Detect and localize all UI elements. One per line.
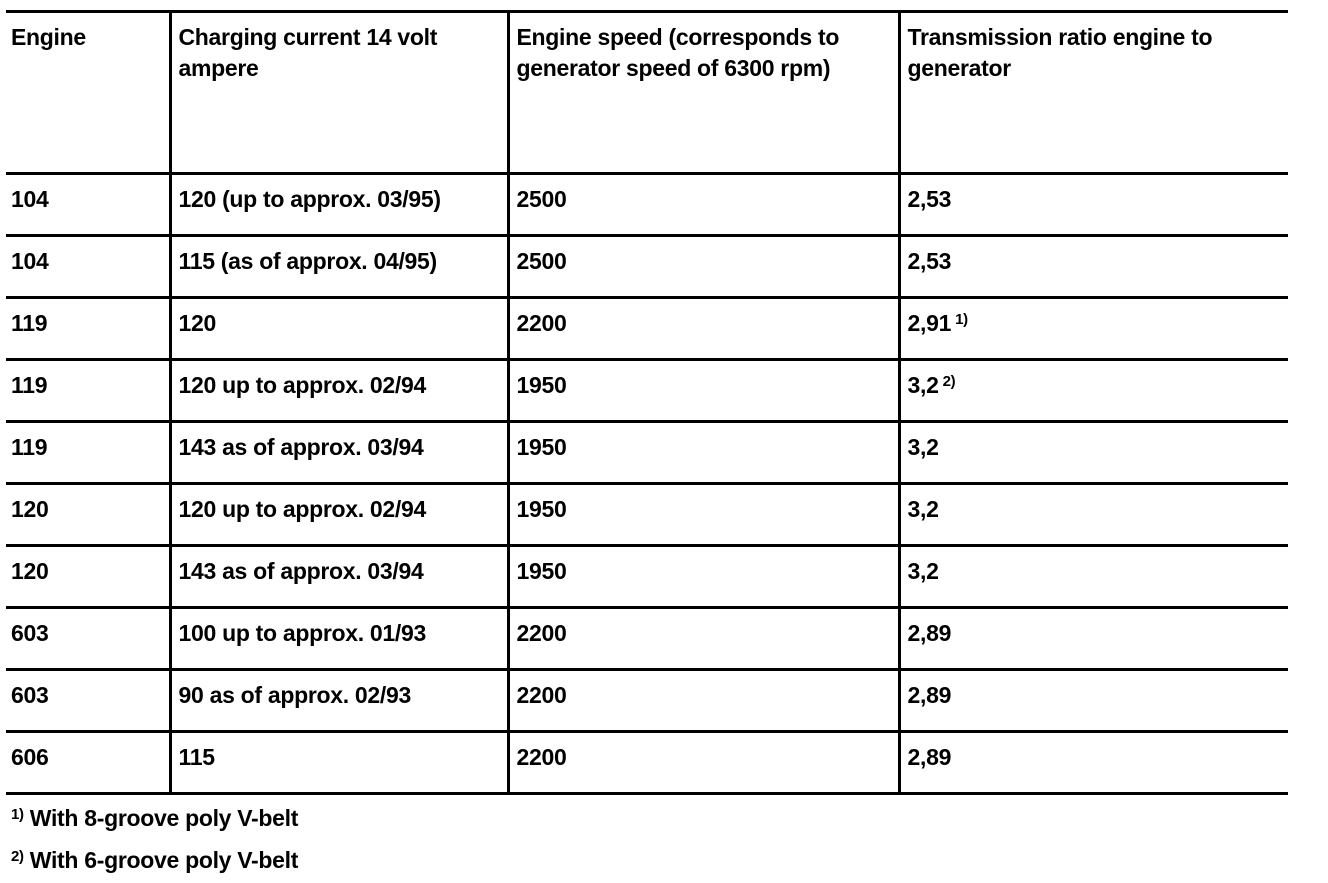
header-transmission-ratio: Transmission ratio engine to generator xyxy=(899,12,1288,174)
cell-charging-current: 120 up to approx. 02/94 xyxy=(170,360,508,422)
ratio-value: 3,2 xyxy=(907,372,939,398)
ratio-value: 2,53 xyxy=(907,248,952,274)
cell-engine-speed: 2500 xyxy=(508,174,899,236)
cell-engine: 104 xyxy=(6,236,170,298)
header-engine-speed: Engine speed (corresponds to generator speed of 6300 rpm) xyxy=(508,12,899,174)
ratio-value: 2,89 xyxy=(907,744,952,770)
cell-engine-speed: 2200 xyxy=(508,670,899,732)
table-row xyxy=(6,670,1288,732)
cell-charging-current: 120 up to approx. 02/94 xyxy=(170,484,508,546)
cell-charging-current: 100 up to approx. 01/93 xyxy=(170,608,508,670)
cell-engine: 120 xyxy=(6,546,170,608)
cell-engine-speed: 1950 xyxy=(508,422,899,484)
table-body xyxy=(6,174,1288,794)
cell-transmission-ratio xyxy=(899,174,1288,236)
cell-transmission-ratio xyxy=(899,422,1288,484)
cell-engine: 120 xyxy=(6,484,170,546)
table-row xyxy=(6,546,1288,608)
cell-engine: 603 xyxy=(6,670,170,732)
table-row xyxy=(6,236,1288,298)
cell-engine: 119 xyxy=(6,298,170,360)
cell-engine-speed: 1950 xyxy=(508,484,899,546)
cell-charging-current: 143 as of approx. 03/94 xyxy=(170,546,508,608)
cell-transmission-ratio xyxy=(899,484,1288,546)
header-charging-current: Charging current 14 volt ampere xyxy=(170,12,508,174)
footnotes xyxy=(6,799,1288,883)
cell-engine-speed: 2200 xyxy=(508,732,899,794)
footnote-text: With 8-groove poly V-belt xyxy=(29,805,299,831)
ratio-value: 3,2 xyxy=(907,496,939,522)
table-row xyxy=(6,174,1288,236)
cell-engine: 104 xyxy=(6,174,170,236)
cell-transmission-ratio xyxy=(899,670,1288,732)
cell-engine-speed: 1950 xyxy=(508,360,899,422)
cell-transmission-ratio xyxy=(899,298,1288,360)
ratio-value: 2,91 xyxy=(907,310,952,336)
table-row xyxy=(6,422,1288,484)
footnote-mark: 2) xyxy=(11,848,24,865)
table-row xyxy=(6,608,1288,670)
cell-transmission-ratio xyxy=(899,360,1288,422)
cell-charging-current: 115 (as of approx. 04/95) xyxy=(170,236,508,298)
ratio-value: 3,2 xyxy=(907,558,939,584)
cell-engine-speed: 1950 xyxy=(508,546,899,608)
header-engine: Engine xyxy=(6,12,170,174)
ratio-value: 2,89 xyxy=(907,682,952,708)
cell-engine: 603 xyxy=(6,608,170,670)
ratio-value: 2,53 xyxy=(907,186,952,212)
cell-transmission-ratio xyxy=(899,732,1288,794)
cell-engine-speed: 2200 xyxy=(508,608,899,670)
table-row xyxy=(6,360,1288,422)
cell-engine: 119 xyxy=(6,422,170,484)
footnote-text: With 6-groove poly V-belt xyxy=(29,847,299,873)
table-header-row xyxy=(6,12,1288,174)
footnote xyxy=(11,841,1288,883)
footnote-marker: 2) xyxy=(942,373,956,390)
document-page xyxy=(6,10,1288,883)
footnote-marker: 1) xyxy=(955,311,968,328)
table-row xyxy=(6,298,1288,360)
table-row xyxy=(6,732,1288,794)
cell-transmission-ratio xyxy=(899,236,1288,298)
cell-transmission-ratio xyxy=(899,608,1288,670)
generator-spec-table xyxy=(6,10,1288,795)
cell-engine-speed: 2200 xyxy=(508,298,899,360)
ratio-value: 2,89 xyxy=(907,620,952,646)
footnote xyxy=(11,799,1288,841)
cell-engine: 606 xyxy=(11,744,49,770)
ratio-value: 3,2 xyxy=(907,434,939,460)
cell-charging-current: 143 as of approx. 03/94 xyxy=(170,422,508,484)
cell-charging-current: 90 as of approx. 02/93 xyxy=(170,670,508,732)
footnote-mark: 1) xyxy=(11,806,24,823)
cell-charging-current: 120 (up to approx. 03/95) xyxy=(170,174,508,236)
cell-transmission-ratio xyxy=(899,546,1288,608)
cell-charging-current: 115 xyxy=(170,732,508,794)
table-row xyxy=(6,484,1288,546)
cell-engine-speed: 2500 xyxy=(508,236,899,298)
cell-engine: 119 xyxy=(6,360,170,422)
cell-charging-current: 120 xyxy=(170,298,508,360)
